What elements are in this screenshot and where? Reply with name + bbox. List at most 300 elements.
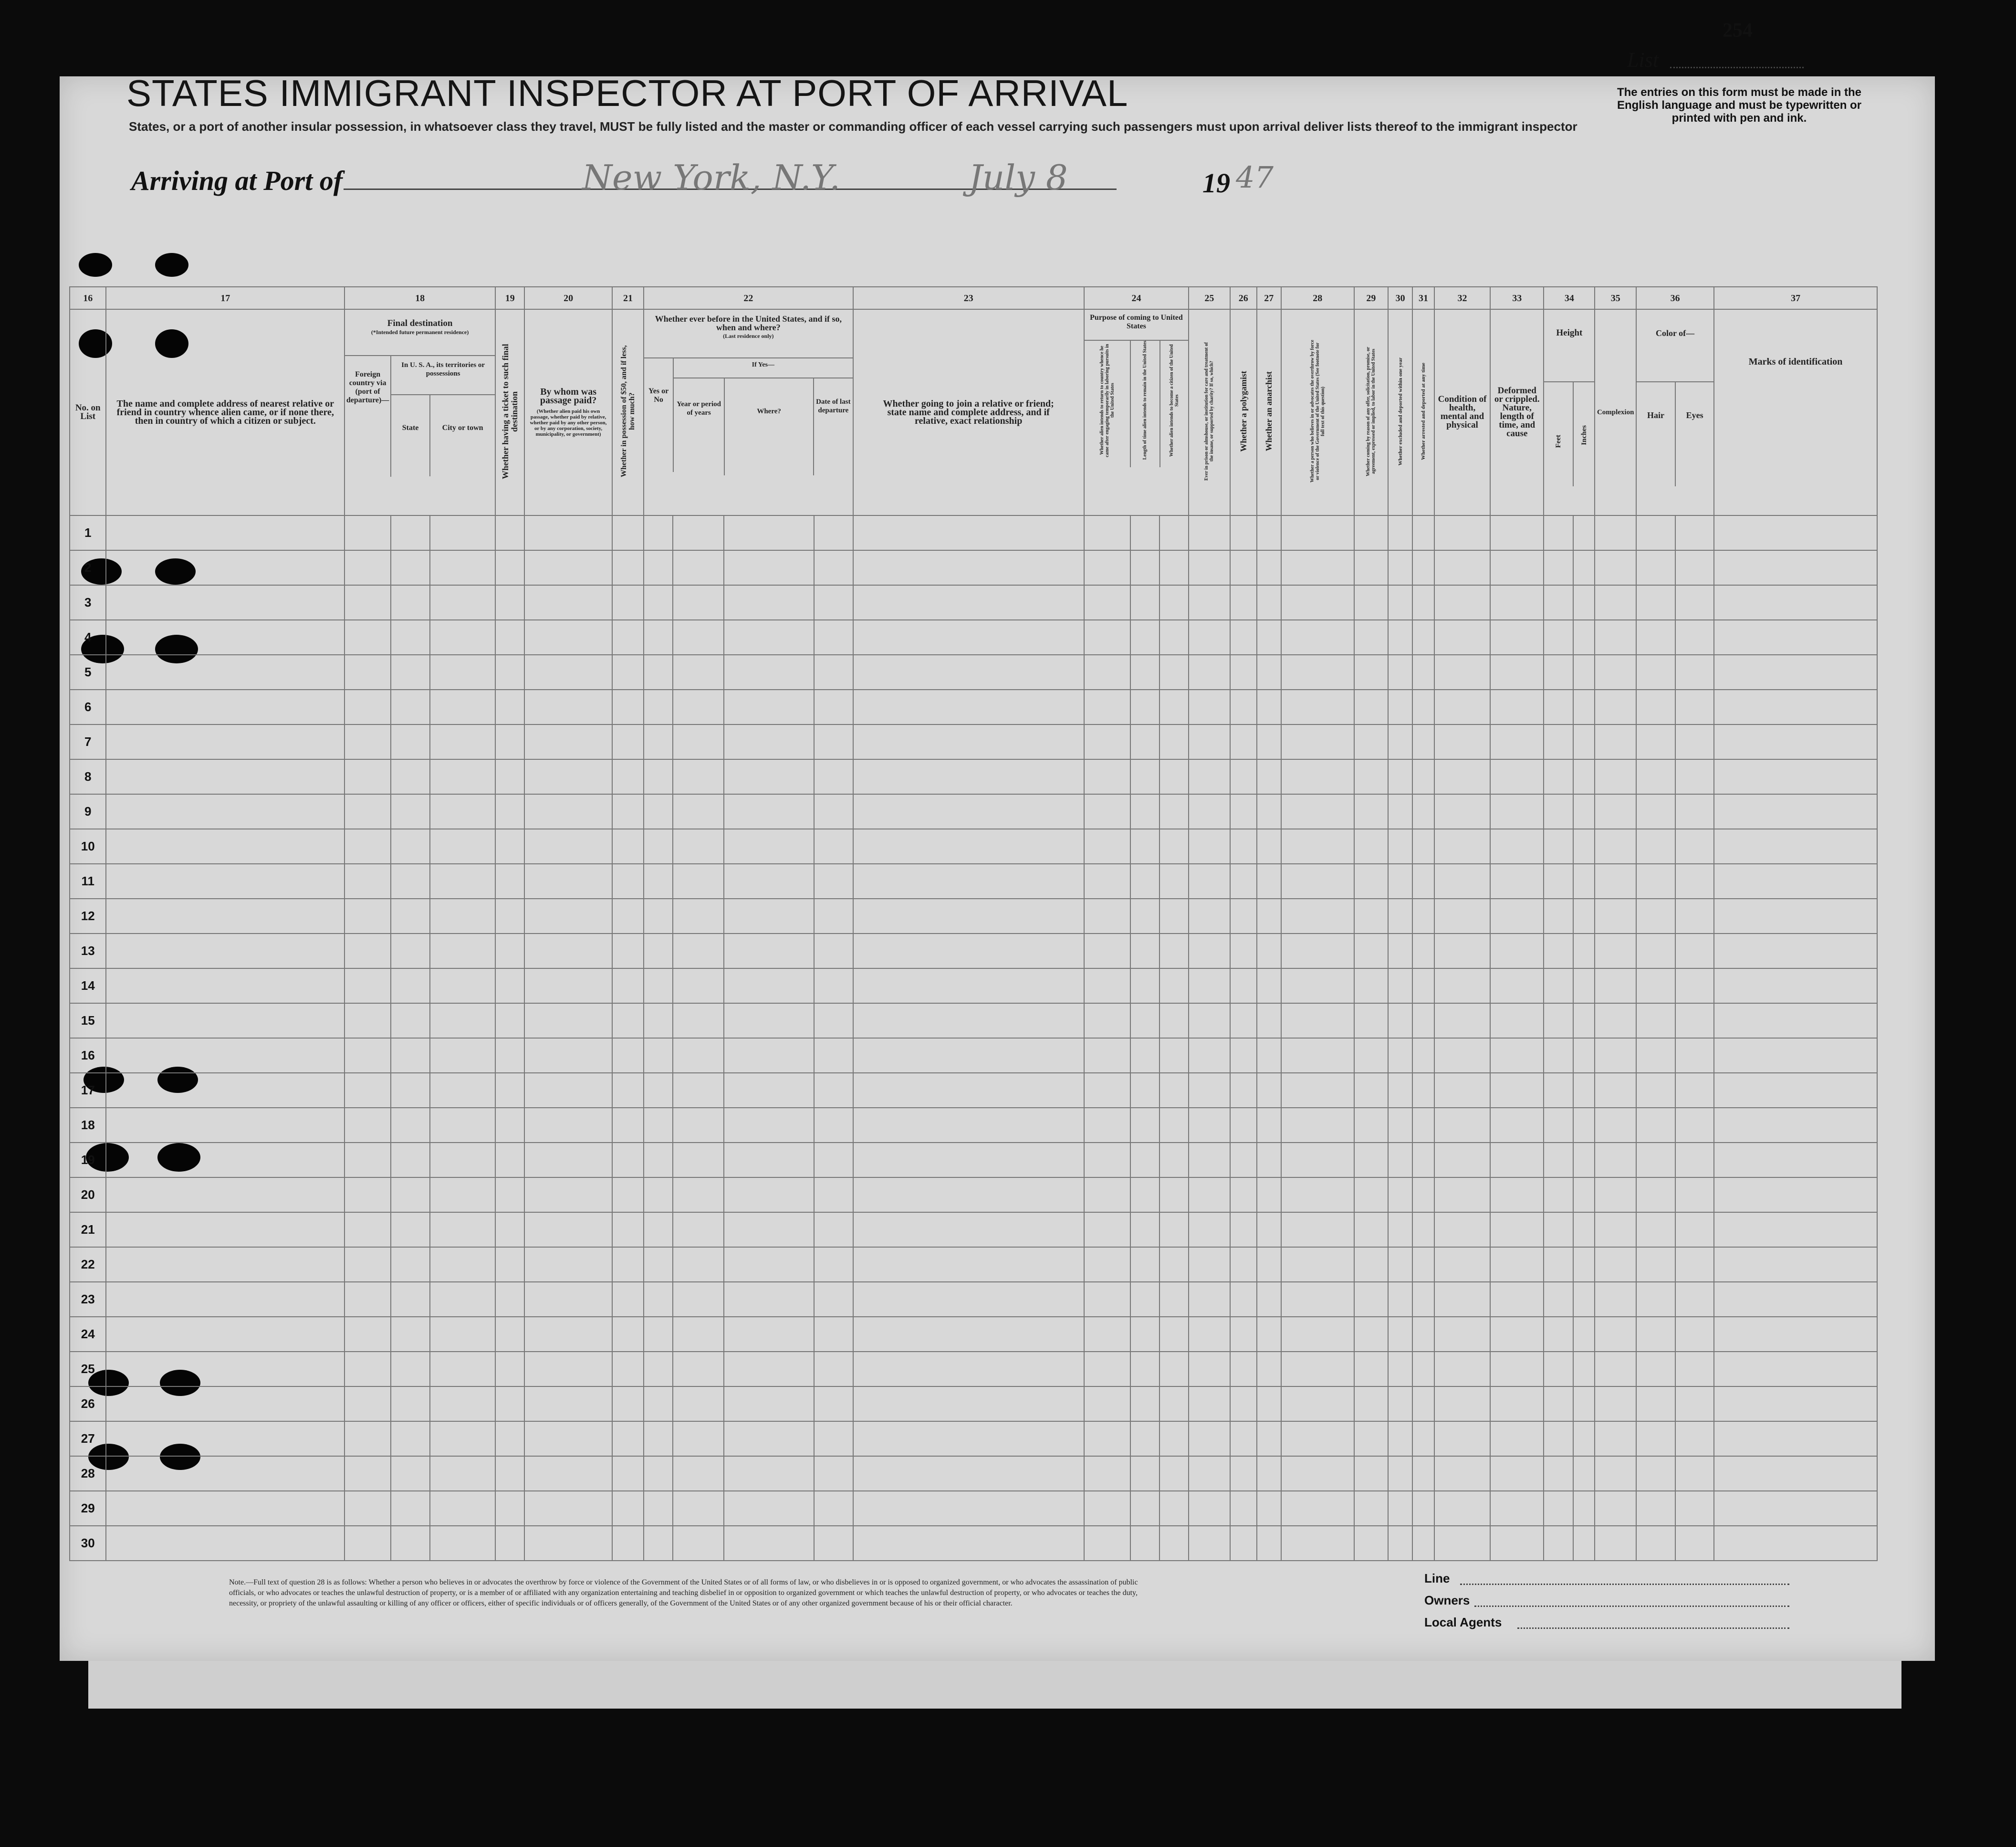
entry-cell[interactable] — [1159, 1386, 1189, 1421]
entry-cell[interactable] — [391, 1317, 430, 1352]
entry-cell[interactable] — [106, 620, 345, 655]
entry-cell[interactable] — [1257, 655, 1281, 690]
entry-cell[interactable] — [524, 585, 612, 620]
entry-cell[interactable] — [495, 620, 524, 655]
entry-cell[interactable] — [1636, 1421, 1675, 1456]
entry-cell[interactable] — [1130, 1421, 1159, 1456]
entry-cell[interactable] — [1714, 1386, 1877, 1421]
entry-cell[interactable] — [612, 864, 644, 899]
entry-cell[interactable] — [1675, 585, 1714, 620]
entry-cell[interactable] — [524, 1143, 612, 1177]
entry-cell[interactable] — [345, 655, 391, 690]
entry-cell[interactable] — [724, 1526, 814, 1561]
entry-cell[interactable] — [1573, 585, 1595, 620]
entry-cell[interactable] — [524, 1352, 612, 1386]
entry-cell[interactable] — [1257, 1073, 1281, 1108]
entry-cell[interactable] — [1544, 1003, 1573, 1038]
entry-cell[interactable] — [1412, 1526, 1434, 1561]
entry-cell[interactable] — [345, 1282, 391, 1317]
entry-cell[interactable] — [1595, 1003, 1636, 1038]
entry-cell[interactable] — [1230, 1526, 1257, 1561]
entry-cell[interactable] — [1189, 794, 1230, 829]
entry-cell[interactable] — [1354, 655, 1388, 690]
entry-cell[interactable] — [1675, 1108, 1714, 1143]
entry-cell[interactable] — [1490, 655, 1544, 690]
entry-cell[interactable] — [106, 1073, 345, 1108]
entry-cell[interactable] — [1595, 1352, 1636, 1386]
entry-cell[interactable] — [495, 934, 524, 968]
entry-cell[interactable] — [853, 1003, 1084, 1038]
entry-cell[interactable] — [724, 515, 814, 550]
entry-cell[interactable] — [724, 1317, 814, 1352]
entry-cell[interactable] — [1490, 515, 1544, 550]
entry-cell[interactable] — [1412, 1386, 1434, 1421]
entry-cell[interactable] — [1257, 585, 1281, 620]
entry-cell[interactable] — [1281, 759, 1354, 794]
entry-cell[interactable] — [1434, 655, 1490, 690]
entry-cell[interactable] — [1595, 1386, 1636, 1421]
entry-cell[interactable] — [1490, 794, 1544, 829]
entry-cell[interactable] — [391, 1003, 430, 1038]
entry-cell[interactable] — [1490, 829, 1544, 864]
entry-cell[interactable] — [644, 829, 673, 864]
entry-cell[interactable] — [673, 620, 724, 655]
entry-cell[interactable] — [524, 864, 612, 899]
entry-cell[interactable] — [1573, 724, 1595, 759]
entry-cell[interactable] — [814, 690, 853, 724]
entry-cell[interactable] — [814, 620, 853, 655]
entry-cell[interactable] — [345, 1073, 391, 1108]
entry-cell[interactable] — [1354, 1526, 1388, 1561]
entry-cell[interactable] — [1434, 1491, 1490, 1526]
entry-cell[interactable] — [524, 1177, 612, 1212]
entry-cell[interactable] — [1412, 794, 1434, 829]
entry-cell[interactable] — [1544, 934, 1573, 968]
entry-cell[interactable] — [495, 1317, 524, 1352]
entry-cell[interactable] — [1388, 759, 1412, 794]
entry-cell[interactable] — [1189, 864, 1230, 899]
entry-cell[interactable] — [724, 1386, 814, 1421]
entry-cell[interactable] — [853, 968, 1084, 1003]
entry-cell[interactable] — [853, 1108, 1084, 1143]
entry-cell[interactable] — [524, 1491, 612, 1526]
entry-cell[interactable] — [644, 620, 673, 655]
entry-cell[interactable] — [1084, 794, 1130, 829]
entry-cell[interactable] — [1189, 829, 1230, 864]
entry-cell[interactable] — [1675, 1526, 1714, 1561]
entry-cell[interactable] — [1257, 690, 1281, 724]
entry-cell[interactable] — [1084, 724, 1130, 759]
entry-cell[interactable] — [1490, 1526, 1544, 1561]
entry-cell[interactable] — [391, 1212, 430, 1247]
entry-cell[interactable] — [1490, 934, 1544, 968]
entry-cell[interactable] — [1675, 1282, 1714, 1317]
entry-cell[interactable] — [814, 1317, 853, 1352]
entry-cell[interactable] — [1490, 620, 1544, 655]
entry-cell[interactable] — [1595, 1247, 1636, 1282]
entry-cell[interactable] — [1434, 1143, 1490, 1177]
entry-cell[interactable] — [1159, 1212, 1189, 1247]
entry-cell[interactable] — [430, 515, 496, 550]
entry-cell[interactable] — [673, 1352, 724, 1386]
entry-cell[interactable] — [1573, 759, 1595, 794]
entry-cell[interactable] — [673, 1143, 724, 1177]
entry-cell[interactable] — [1595, 515, 1636, 550]
entry-cell[interactable] — [495, 794, 524, 829]
entry-cell[interactable] — [1675, 1177, 1714, 1212]
entry-cell[interactable] — [345, 1177, 391, 1212]
entry-cell[interactable] — [1230, 1038, 1257, 1073]
entry-cell[interactable] — [1281, 1247, 1354, 1282]
entry-cell[interactable] — [1636, 1352, 1675, 1386]
entry-cell[interactable] — [612, 1143, 644, 1177]
entry-cell[interactable] — [612, 1003, 644, 1038]
entry-cell[interactable] — [1544, 1352, 1573, 1386]
entry-cell[interactable] — [524, 899, 612, 934]
entry-cell[interactable] — [1230, 934, 1257, 968]
entry-cell[interactable] — [1230, 899, 1257, 934]
entry-cell[interactable] — [1257, 1456, 1281, 1491]
entry-cell[interactable] — [1490, 864, 1544, 899]
entry-cell[interactable] — [853, 515, 1084, 550]
entry-cell[interactable] — [495, 585, 524, 620]
entry-cell[interactable] — [1159, 620, 1189, 655]
entry-cell[interactable] — [612, 1456, 644, 1491]
entry-cell[interactable] — [1573, 1282, 1595, 1317]
entry-cell[interactable] — [1544, 1456, 1573, 1491]
entry-cell[interactable] — [1573, 1003, 1595, 1038]
entry-cell[interactable] — [1412, 1247, 1434, 1282]
entry-cell[interactable] — [1230, 550, 1257, 585]
entry-cell[interactable] — [1257, 1247, 1281, 1282]
entry-cell[interactable] — [1159, 1177, 1189, 1212]
entry-cell[interactable] — [391, 934, 430, 968]
entry-cell[interactable] — [1230, 1352, 1257, 1386]
entry-cell[interactable] — [612, 1212, 644, 1247]
entry-cell[interactable] — [1159, 1282, 1189, 1317]
entry-cell[interactable] — [1412, 1491, 1434, 1526]
entry-cell[interactable] — [1675, 968, 1714, 1003]
entry-cell[interactable] — [1130, 690, 1159, 724]
entry-cell[interactable] — [1257, 1108, 1281, 1143]
entry-cell[interactable] — [1084, 620, 1130, 655]
entry-cell[interactable] — [1130, 1108, 1159, 1143]
entry-cell[interactable] — [345, 1003, 391, 1038]
entry-cell[interactable] — [391, 550, 430, 585]
entry-cell[interactable] — [1084, 1212, 1130, 1247]
entry-cell[interactable] — [1281, 1177, 1354, 1212]
entry-cell[interactable] — [1230, 1212, 1257, 1247]
entry-cell[interactable] — [853, 864, 1084, 899]
entry-cell[interactable] — [524, 759, 612, 794]
entry-cell[interactable] — [106, 794, 345, 829]
entry-cell[interactable] — [644, 690, 673, 724]
entry-cell[interactable] — [1159, 1038, 1189, 1073]
entry-cell[interactable] — [1354, 724, 1388, 759]
entry-cell[interactable] — [345, 1491, 391, 1526]
entry-cell[interactable] — [1388, 1386, 1412, 1421]
entry-cell[interactable] — [1573, 550, 1595, 585]
entry-cell[interactable] — [612, 899, 644, 934]
entry-cell[interactable] — [1434, 759, 1490, 794]
entry-cell[interactable] — [106, 1282, 345, 1317]
entry-cell[interactable] — [430, 1247, 496, 1282]
entry-cell[interactable] — [345, 550, 391, 585]
entry-cell[interactable] — [1130, 1456, 1159, 1491]
entry-cell[interactable] — [1130, 829, 1159, 864]
entry-cell[interactable] — [1675, 515, 1714, 550]
entry-cell[interactable] — [1281, 968, 1354, 1003]
entry-cell[interactable] — [1084, 515, 1130, 550]
entry-cell[interactable] — [1636, 1317, 1675, 1352]
entry-cell[interactable] — [1084, 690, 1130, 724]
entry-cell[interactable] — [430, 620, 496, 655]
entry-cell[interactable] — [1230, 585, 1257, 620]
entry-cell[interactable] — [1130, 1352, 1159, 1386]
entry-cell[interactable] — [106, 724, 345, 759]
entry-cell[interactable] — [612, 1352, 644, 1386]
entry-cell[interactable] — [853, 620, 1084, 655]
entry-cell[interactable] — [814, 655, 853, 690]
entry-cell[interactable] — [1159, 934, 1189, 968]
entry-cell[interactable] — [1281, 620, 1354, 655]
entry-cell[interactable] — [1434, 1526, 1490, 1561]
entry-cell[interactable] — [814, 1143, 853, 1177]
entry-cell[interactable] — [1714, 515, 1877, 550]
entry-cell[interactable] — [495, 1491, 524, 1526]
entry-cell[interactable] — [1084, 759, 1130, 794]
entry-cell[interactable] — [1544, 1247, 1573, 1282]
entry-cell[interactable] — [430, 1491, 496, 1526]
entry-cell[interactable] — [495, 1108, 524, 1143]
entry-cell[interactable] — [1595, 1456, 1636, 1491]
entry-cell[interactable] — [1230, 1003, 1257, 1038]
entry-cell[interactable] — [1084, 1003, 1130, 1038]
entry-cell[interactable] — [814, 585, 853, 620]
entry-cell[interactable] — [724, 1038, 814, 1073]
entry-cell[interactable] — [1281, 1073, 1354, 1108]
entry-cell[interactable] — [1230, 690, 1257, 724]
entry-cell[interactable] — [1130, 1491, 1159, 1526]
entry-cell[interactable] — [1230, 1282, 1257, 1317]
entry-cell[interactable] — [1434, 1386, 1490, 1421]
entry-cell[interactable] — [814, 1491, 853, 1526]
entry-cell[interactable] — [524, 1526, 612, 1561]
entry-cell[interactable] — [1573, 620, 1595, 655]
entry-cell[interactable] — [673, 1386, 724, 1421]
entry-cell[interactable] — [495, 515, 524, 550]
entry-cell[interactable] — [1257, 1212, 1281, 1247]
entry-cell[interactable] — [1412, 724, 1434, 759]
entry-cell[interactable] — [1388, 968, 1412, 1003]
entry-cell[interactable] — [1354, 515, 1388, 550]
entry-cell[interactable] — [1189, 1212, 1230, 1247]
entry-cell[interactable] — [1388, 934, 1412, 968]
entry-cell[interactable] — [106, 1108, 345, 1143]
entry-cell[interactable] — [1257, 1386, 1281, 1421]
entry-cell[interactable] — [1281, 829, 1354, 864]
entry-cell[interactable] — [1573, 1038, 1595, 1073]
entry-cell[interactable] — [345, 1352, 391, 1386]
entry-cell[interactable] — [430, 1038, 496, 1073]
entry-cell[interactable] — [1412, 1038, 1434, 1073]
entry-cell[interactable] — [644, 1386, 673, 1421]
entry-cell[interactable] — [1595, 864, 1636, 899]
entry-cell[interactable] — [1159, 1143, 1189, 1177]
entry-cell[interactable] — [612, 1491, 644, 1526]
entry-cell[interactable] — [430, 1526, 496, 1561]
entry-cell[interactable] — [1230, 1108, 1257, 1143]
entry-cell[interactable] — [106, 690, 345, 724]
entry-cell[interactable] — [612, 1247, 644, 1282]
entry-cell[interactable] — [673, 1491, 724, 1526]
entry-cell[interactable] — [430, 864, 496, 899]
entry-cell[interactable] — [1388, 794, 1412, 829]
entry-cell[interactable] — [1434, 1038, 1490, 1073]
entry-cell[interactable] — [1230, 968, 1257, 1003]
entry-cell[interactable] — [1189, 899, 1230, 934]
entry-cell[interactable] — [106, 1317, 345, 1352]
entry-cell[interactable] — [673, 829, 724, 864]
entry-cell[interactable] — [391, 899, 430, 934]
entry-cell[interactable] — [1159, 1352, 1189, 1386]
entry-cell[interactable] — [495, 829, 524, 864]
entry-cell[interactable] — [495, 1003, 524, 1038]
entry-cell[interactable] — [1573, 690, 1595, 724]
entry-cell[interactable] — [1714, 1212, 1877, 1247]
entry-cell[interactable] — [673, 724, 724, 759]
entry-cell[interactable] — [814, 1073, 853, 1108]
entry-cell[interactable] — [1434, 1317, 1490, 1352]
entry-cell[interactable] — [1490, 724, 1544, 759]
entry-cell[interactable] — [1130, 934, 1159, 968]
entry-cell[interactable] — [1281, 1282, 1354, 1317]
entry-cell[interactable] — [1281, 1003, 1354, 1038]
entry-cell[interactable] — [814, 864, 853, 899]
entry-cell[interactable] — [1573, 1073, 1595, 1108]
entry-cell[interactable] — [1490, 1108, 1544, 1143]
entry-cell[interactable] — [1595, 1073, 1636, 1108]
entry-cell[interactable] — [1595, 655, 1636, 690]
entry-cell[interactable] — [814, 1421, 853, 1456]
entry-cell[interactable] — [814, 759, 853, 794]
entry-cell[interactable] — [724, 934, 814, 968]
entry-cell[interactable] — [1084, 1352, 1130, 1386]
entry-cell[interactable] — [1573, 968, 1595, 1003]
entry-cell[interactable] — [1544, 655, 1573, 690]
entry-cell[interactable] — [524, 934, 612, 968]
entry-cell[interactable] — [1257, 1038, 1281, 1073]
entry-cell[interactable] — [1434, 1282, 1490, 1317]
entry-cell[interactable] — [1130, 1247, 1159, 1282]
entry-cell[interactable] — [1388, 864, 1412, 899]
entry-cell[interactable] — [391, 1038, 430, 1073]
entry-cell[interactable] — [1388, 1421, 1412, 1456]
entry-cell[interactable] — [1675, 1003, 1714, 1038]
entry-cell[interactable] — [612, 1421, 644, 1456]
entry-cell[interactable] — [724, 724, 814, 759]
entry-cell[interactable] — [1714, 899, 1877, 934]
entry-cell[interactable] — [1544, 968, 1573, 1003]
entry-cell[interactable] — [391, 1421, 430, 1456]
entry-cell[interactable] — [106, 1421, 345, 1456]
entry-cell[interactable] — [1636, 1526, 1675, 1561]
entry-cell[interactable] — [106, 934, 345, 968]
entry-cell[interactable] — [1490, 1247, 1544, 1282]
entry-cell[interactable] — [673, 1177, 724, 1212]
entry-cell[interactable] — [524, 829, 612, 864]
entry-cell[interactable] — [1544, 585, 1573, 620]
entry-cell[interactable] — [1434, 620, 1490, 655]
entry-cell[interactable] — [1388, 550, 1412, 585]
entry-cell[interactable] — [1434, 1456, 1490, 1491]
entry-cell[interactable] — [1257, 1003, 1281, 1038]
entry-cell[interactable] — [430, 690, 496, 724]
entry-cell[interactable] — [814, 1038, 853, 1073]
entry-cell[interactable] — [1130, 1073, 1159, 1108]
entry-cell[interactable] — [724, 1212, 814, 1247]
entry-cell[interactable] — [1595, 1177, 1636, 1212]
entry-cell[interactable] — [1714, 1421, 1877, 1456]
entry-cell[interactable] — [673, 968, 724, 1003]
entry-cell[interactable] — [1281, 1143, 1354, 1177]
entry-cell[interactable] — [1636, 620, 1675, 655]
entry-cell[interactable] — [1434, 690, 1490, 724]
entry-cell[interactable] — [1354, 1247, 1388, 1282]
entry-cell[interactable] — [1714, 1177, 1877, 1212]
entry-cell[interactable] — [644, 515, 673, 550]
entry-cell[interactable] — [430, 759, 496, 794]
entry-cell[interactable] — [1189, 1491, 1230, 1526]
entry-cell[interactable] — [644, 1003, 673, 1038]
entry-cell[interactable] — [1412, 585, 1434, 620]
entry-cell[interactable] — [1544, 1386, 1573, 1421]
entry-cell[interactable] — [1714, 1003, 1877, 1038]
entry-cell[interactable] — [673, 934, 724, 968]
entry-cell[interactable] — [1595, 1491, 1636, 1526]
entry-cell[interactable] — [1595, 1212, 1636, 1247]
entry-cell[interactable] — [644, 1212, 673, 1247]
entry-cell[interactable] — [1130, 759, 1159, 794]
entry-cell[interactable] — [724, 794, 814, 829]
entry-cell[interactable] — [1281, 1491, 1354, 1526]
entry-cell[interactable] — [644, 934, 673, 968]
entry-cell[interactable] — [724, 1247, 814, 1282]
entry-cell[interactable] — [853, 829, 1084, 864]
entry-cell[interactable] — [1159, 1108, 1189, 1143]
entry-cell[interactable] — [644, 759, 673, 794]
entry-cell[interactable] — [1388, 1282, 1412, 1317]
entry-cell[interactable] — [1412, 1421, 1434, 1456]
entry-cell[interactable] — [1159, 1526, 1189, 1561]
entry-cell[interactable] — [1388, 724, 1412, 759]
entry-cell[interactable] — [1412, 759, 1434, 794]
entry-cell[interactable] — [1544, 690, 1573, 724]
entry-cell[interactable] — [644, 864, 673, 899]
entry-cell[interactable] — [345, 1386, 391, 1421]
entry-cell[interactable] — [1084, 1177, 1130, 1212]
entry-cell[interactable] — [430, 829, 496, 864]
entry-cell[interactable] — [1281, 1352, 1354, 1386]
entry-cell[interactable] — [495, 1177, 524, 1212]
entry-cell[interactable] — [1490, 1212, 1544, 1247]
entry-cell[interactable] — [1636, 690, 1675, 724]
entry-cell[interactable] — [1354, 690, 1388, 724]
entry-cell[interactable] — [1573, 829, 1595, 864]
entry-cell[interactable] — [1159, 724, 1189, 759]
entry-cell[interactable] — [1675, 934, 1714, 968]
entry-cell[interactable] — [644, 899, 673, 934]
